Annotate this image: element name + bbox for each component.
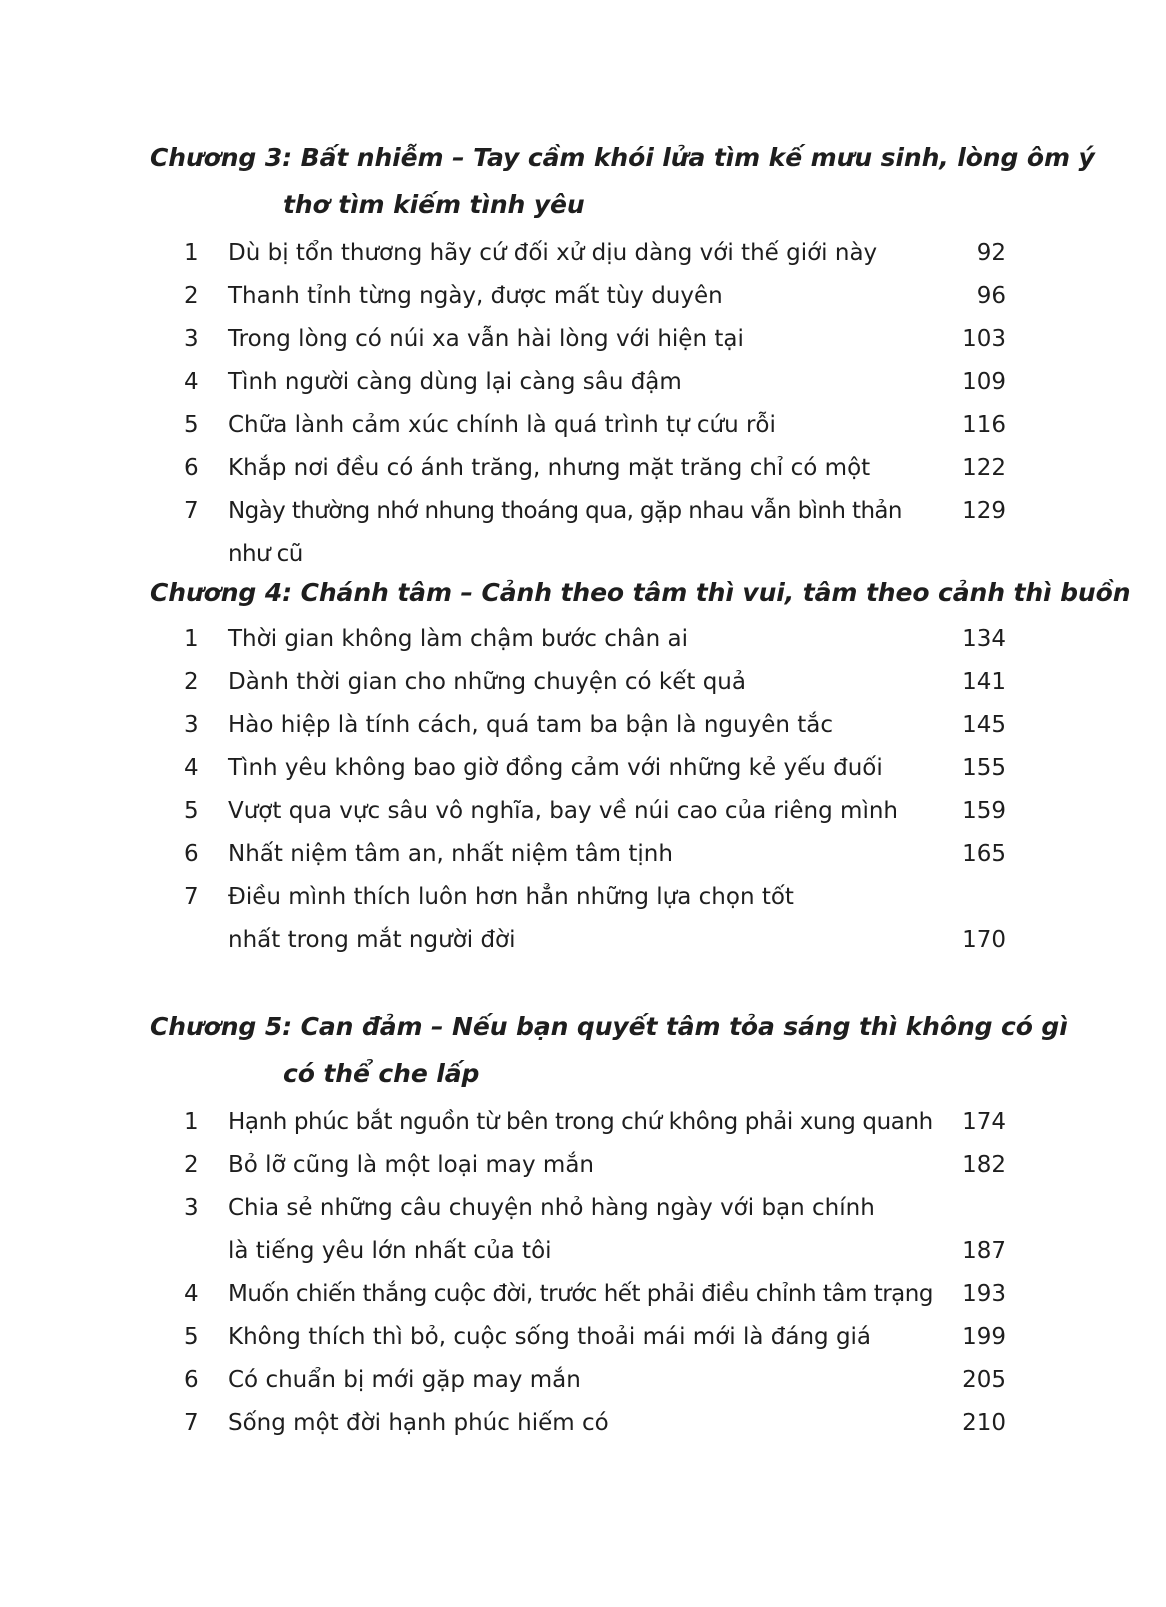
entry-number: 6 [184,455,199,481]
entry-number: 5 [184,798,199,824]
chapter-title-line1: Chương 3: Bất nhiễm – Tay cầm khói lửa tìm kế mưu sinh, lòng ôm ý [150,143,1095,172]
entry-title: Điều mình thích luôn hơn hẳn những lựa chọn tốt nhất trong mắt người đời [228,884,794,953]
entry-title: Bỏ lỡ cũng là một loại may mắn [228,1152,595,1178]
entry-title: Nhất niệm tâm an, nhất niệm tâm tịnh [228,841,673,867]
entry-title: Tình người càng dùng lại càng sâu đậm [228,369,682,395]
entry-page: 174 [962,1109,1006,1135]
chapter-title-line1: Chương 5: Can đảm – Nếu bạn quyết tâm tỏa sáng thì không có gì [150,1012,1068,1041]
toc-entry[interactable] [0,1273,1166,1316]
entry-title: Ngày thường nhớ nhung thoáng qua, gặp nhau vẫn bình thản như cũ [228,498,902,567]
chapter-title [150,569,1131,616]
toc-entry[interactable] [0,404,1166,447]
entry-number: 2 [184,283,199,309]
entry-title: Thanh tỉnh từng ngày, được mất tùy duyên [228,283,723,309]
entry-page: 116 [962,412,1006,438]
chapter-title-line2: thơ tìm kiếm tình yêu [283,190,585,219]
entry-number: 4 [184,755,199,781]
entry-list [0,1101,1166,1445]
entry-page: 199 [962,1324,1006,1350]
entry-page: 182 [962,1152,1006,1178]
entry-number: 6 [184,841,199,867]
entry-title: Có chuẩn bị mới gặp may mắn [228,1367,581,1393]
entry-title: Khắp nơi đều có ánh trăng, nhưng mặt trăng chỉ có một [228,455,871,481]
entry-number: 1 [184,626,199,652]
toc-entry[interactable] [0,1316,1166,1359]
entry-page: 96 [976,283,1006,309]
entry-page: 134 [962,626,1006,652]
entry-page: 210 [962,1410,1006,1436]
entry-title: Muốn chiến thắng cuộc đời, trước hết phải điều chỉnh tâm trạng [228,1281,933,1307]
entry-number: 2 [184,669,199,695]
entry-page: 109 [962,369,1006,395]
entry-title: Trong lòng có núi xa vẫn hài lòng với hiện tại [228,326,744,352]
entry-page: 92 [976,240,1006,266]
entry-page: 170 [962,927,1006,953]
toc-entry[interactable] [0,876,1166,962]
entry-number: 6 [184,1367,199,1393]
entry-page: 103 [962,326,1006,352]
entry-title: Dù bị tổn thương hãy cứ đối xử dịu dàng với thế giới này [228,240,878,266]
entry-page: 129 [962,498,1006,524]
entry-title: Hạnh phúc bắt nguồn từ bên trong chứ không phải xung quanh [228,1109,933,1135]
toc-entry[interactable] [0,490,1166,567]
entry-title: Tình yêu không bao giờ đồng cảm với những kẻ yếu đuối [228,755,883,781]
entry-number: 3 [184,712,199,738]
entry-title: Chia sẻ những câu chuyện nhỏ hàng ngày với bạn chính là tiếng yêu lớn nhất của tôi [228,1195,875,1264]
toc-entry[interactable] [0,747,1166,790]
entry-page: 165 [962,841,1006,867]
entry-number: 4 [184,369,199,395]
toc-entry[interactable] [0,704,1166,747]
entry-title: Sống một đời hạnh phúc hiếm có [228,1410,609,1436]
entry-number: 4 [184,1281,199,1307]
toc-entry[interactable] [0,232,1166,275]
entry-page: 145 [962,712,1006,738]
entry-number: 3 [184,1195,199,1221]
toc-entry[interactable] [0,833,1166,876]
entry-page: 193 [962,1281,1006,1307]
toc-entry[interactable] [0,318,1166,361]
chapter-4 [0,569,1166,962]
toc-entry[interactable] [0,1359,1166,1402]
entry-title: Không thích thì bỏ, cuộc sống thoải mái mới là đáng giá [228,1324,872,1350]
chapter-title-line2: có thể che lấp [283,1059,480,1088]
entry-title: Thời gian không làm chậm bước chân ai [228,626,688,652]
entry-number: 7 [184,884,199,910]
toc-entry[interactable] [0,361,1166,404]
entry-page: 155 [962,755,1006,781]
entry-number: 1 [184,240,199,266]
entry-page: 141 [962,669,1006,695]
toc-entry[interactable] [0,275,1166,318]
entry-number: 2 [184,1152,199,1178]
entry-number: 3 [184,326,199,352]
entry-title: Vượt qua vực sâu vô nghĩa, bay về núi cao của riêng mình [228,798,898,824]
entry-page: 122 [962,455,1006,481]
toc-entry[interactable] [0,1187,1166,1273]
chapter-title-line1: Chương 4: Chánh tâm – Cảnh theo tâm thì vui, tâm theo cảnh thì buồn [150,578,1131,607]
toc-entry[interactable] [0,790,1166,833]
entry-page: 205 [962,1367,1006,1393]
toc-entry[interactable] [0,1402,1166,1445]
entry-title: Hào hiệp là tính cách, quá tam ba bận là nguyên tắc [228,712,834,738]
toc-entry[interactable] [0,1101,1166,1144]
entry-number: 7 [184,1410,199,1436]
entry-number: 7 [184,498,199,524]
toc-entry[interactable] [0,447,1166,490]
entry-number: 5 [184,412,199,438]
chapter-3 [0,134,1166,567]
entry-number: 5 [184,1324,199,1350]
entry-number: 1 [184,1109,199,1135]
entry-title: Chữa lành cảm xúc chính là quá trình tự cứu rỗi [228,412,776,438]
entry-list [0,618,1166,962]
entry-page: 159 [962,798,1006,824]
entry-page: 187 [962,1238,1006,1264]
chapter-title [150,1003,1068,1097]
toc-entry[interactable] [0,618,1166,661]
entry-list [0,232,1166,567]
chapter-title [150,134,1095,228]
chapter-5 [0,1003,1166,1445]
toc-entry[interactable] [0,661,1166,704]
toc-entry[interactable] [0,1144,1166,1187]
entry-title: Dành thời gian cho những chuyện có kết quả [228,669,746,695]
